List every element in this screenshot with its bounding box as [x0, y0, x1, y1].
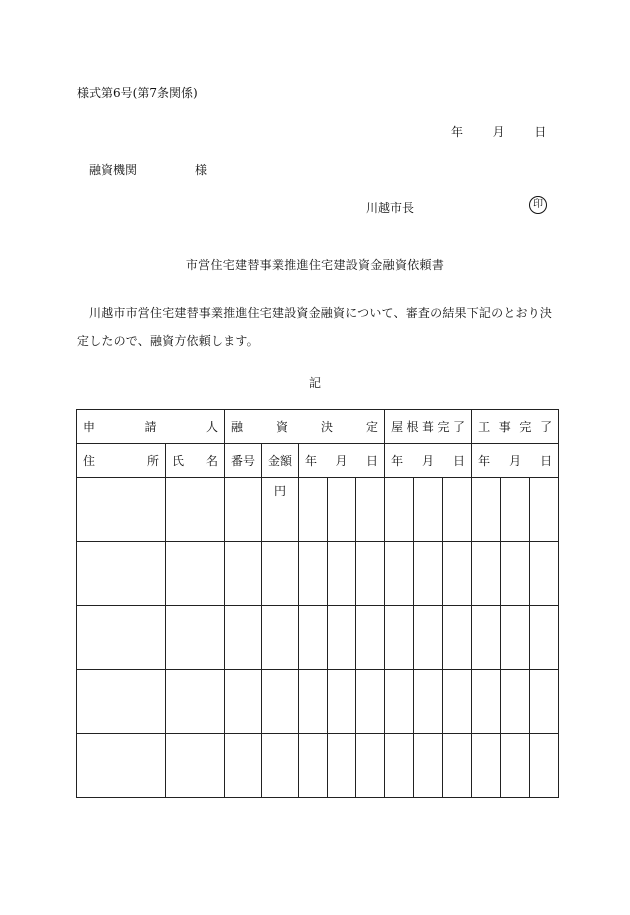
header-address: 住 所 — [77, 444, 166, 478]
decision-month-cell[interactable] — [328, 478, 356, 542]
body-text: 川越市市営住宅建替事業推進住宅建設資金融資について、審査の結果下記のとおり決定したので、融資方依頼します。 — [77, 306, 553, 348]
header-construction-complete: 工 事 完 了 — [472, 410, 559, 444]
table-row — [77, 478, 559, 542]
construction-year-cell[interactable] — [472, 542, 501, 606]
decision-month-cell[interactable] — [328, 606, 356, 670]
construction-year-cell[interactable] — [472, 606, 501, 670]
addressee — [89, 161, 207, 178]
header-roofing-date: 年 月 日 — [385, 444, 472, 478]
currency-unit: 円 — [274, 484, 287, 498]
table-row — [77, 734, 559, 798]
issuer: 川越市長 — [366, 201, 415, 215]
roofing-year-cell[interactable] — [385, 478, 414, 542]
roofing-day-cell[interactable] — [443, 606, 472, 670]
construction-month-cell[interactable] — [501, 478, 530, 542]
header-name: 氏 名 — [166, 444, 225, 478]
header-number: 番号 — [225, 444, 262, 478]
decision-month-cell[interactable] — [328, 734, 356, 798]
header-loan-decision: 融 資 決 定 — [225, 410, 385, 444]
construction-month-cell[interactable] — [501, 606, 530, 670]
roofing-year-cell[interactable] — [385, 542, 414, 606]
number-cell[interactable] — [225, 606, 262, 670]
construction-day-cell[interactable] — [530, 670, 559, 734]
amount-cell[interactable] — [262, 542, 299, 606]
loan-table — [76, 409, 559, 798]
roofing-year-cell[interactable] — [385, 606, 414, 670]
decision-day-cell[interactable] — [356, 478, 385, 542]
name-cell[interactable] — [166, 734, 225, 798]
seal-mark: 印 — [529, 196, 547, 214]
ki-heading: 記 — [308, 376, 321, 390]
amount-cell[interactable] — [262, 478, 299, 542]
decision-day-cell[interactable] — [356, 734, 385, 798]
roofing-day-cell[interactable] — [443, 670, 472, 734]
table-row — [77, 542, 559, 606]
construction-year-cell[interactable] — [472, 478, 501, 542]
roofing-month-cell[interactable] — [414, 734, 443, 798]
roofing-month-cell[interactable] — [414, 478, 443, 542]
decision-year-cell[interactable] — [299, 734, 328, 798]
amount-cell[interactable] — [262, 606, 299, 670]
date-line — [451, 123, 546, 140]
addressee-honorific: 様 — [195, 163, 208, 177]
name-cell[interactable] — [166, 478, 225, 542]
number-cell[interactable] — [225, 478, 262, 542]
group-header-row — [77, 410, 559, 444]
decision-year-cell[interactable] — [299, 606, 328, 670]
address-cell[interactable] — [77, 542, 166, 606]
roofing-month-cell[interactable] — [414, 542, 443, 606]
addressee-label: 融資機関 — [89, 163, 138, 177]
amount-cell[interactable] — [262, 734, 299, 798]
table-row — [77, 606, 559, 670]
address-cell[interactable] — [77, 606, 166, 670]
header-decision-date: 年 月 日 — [299, 444, 385, 478]
date-month-label: 月 — [492, 125, 505, 139]
header-amount: 金額 — [262, 444, 299, 478]
decision-year-cell[interactable] — [299, 670, 328, 734]
roofing-year-cell[interactable] — [385, 734, 414, 798]
construction-day-cell[interactable] — [530, 542, 559, 606]
construction-year-cell[interactable] — [472, 670, 501, 734]
number-cell[interactable] — [225, 670, 262, 734]
date-day-label: 日 — [534, 125, 547, 139]
decision-day-cell[interactable] — [356, 606, 385, 670]
address-cell[interactable] — [77, 734, 166, 798]
form-number: 様式第6号(第7条関係) — [77, 86, 198, 100]
name-cell[interactable] — [166, 670, 225, 734]
construction-day-cell[interactable] — [530, 478, 559, 542]
document-title: 市営住宅建替事業推進住宅建設資金融資依頼書 — [185, 258, 445, 272]
decision-year-cell[interactable] — [299, 478, 328, 542]
header-roofing-complete: 屋 根 葺 完 了 — [385, 410, 472, 444]
decision-day-cell[interactable] — [356, 542, 385, 606]
roofing-day-cell[interactable] — [443, 542, 472, 606]
number-cell[interactable] — [225, 734, 262, 798]
roofing-month-cell[interactable] — [414, 670, 443, 734]
roofing-year-cell[interactable] — [385, 670, 414, 734]
roofing-month-cell[interactable] — [414, 606, 443, 670]
table-row — [77, 670, 559, 734]
roofing-day-cell[interactable] — [443, 734, 472, 798]
construction-day-cell[interactable] — [530, 606, 559, 670]
name-cell[interactable] — [166, 542, 225, 606]
address-cell[interactable] — [77, 670, 166, 734]
amount-cell[interactable] — [262, 670, 299, 734]
sub-header-row — [77, 444, 559, 478]
construction-month-cell[interactable] — [501, 670, 530, 734]
number-cell[interactable] — [225, 542, 262, 606]
decision-day-cell[interactable] — [356, 670, 385, 734]
name-cell[interactable] — [166, 606, 225, 670]
roofing-day-cell[interactable] — [443, 478, 472, 542]
construction-month-cell[interactable] — [501, 734, 530, 798]
construction-month-cell[interactable] — [501, 542, 530, 606]
date-year-label: 年 — [451, 125, 464, 139]
header-applicant: 申 請 人 — [77, 410, 225, 444]
decision-month-cell[interactable] — [328, 542, 356, 606]
decision-year-cell[interactable] — [299, 542, 328, 606]
construction-year-cell[interactable] — [472, 734, 501, 798]
decision-month-cell[interactable] — [328, 670, 356, 734]
address-cell[interactable] — [77, 478, 166, 542]
construction-day-cell[interactable] — [530, 734, 559, 798]
header-construction-date: 年 月 日 — [472, 444, 559, 478]
